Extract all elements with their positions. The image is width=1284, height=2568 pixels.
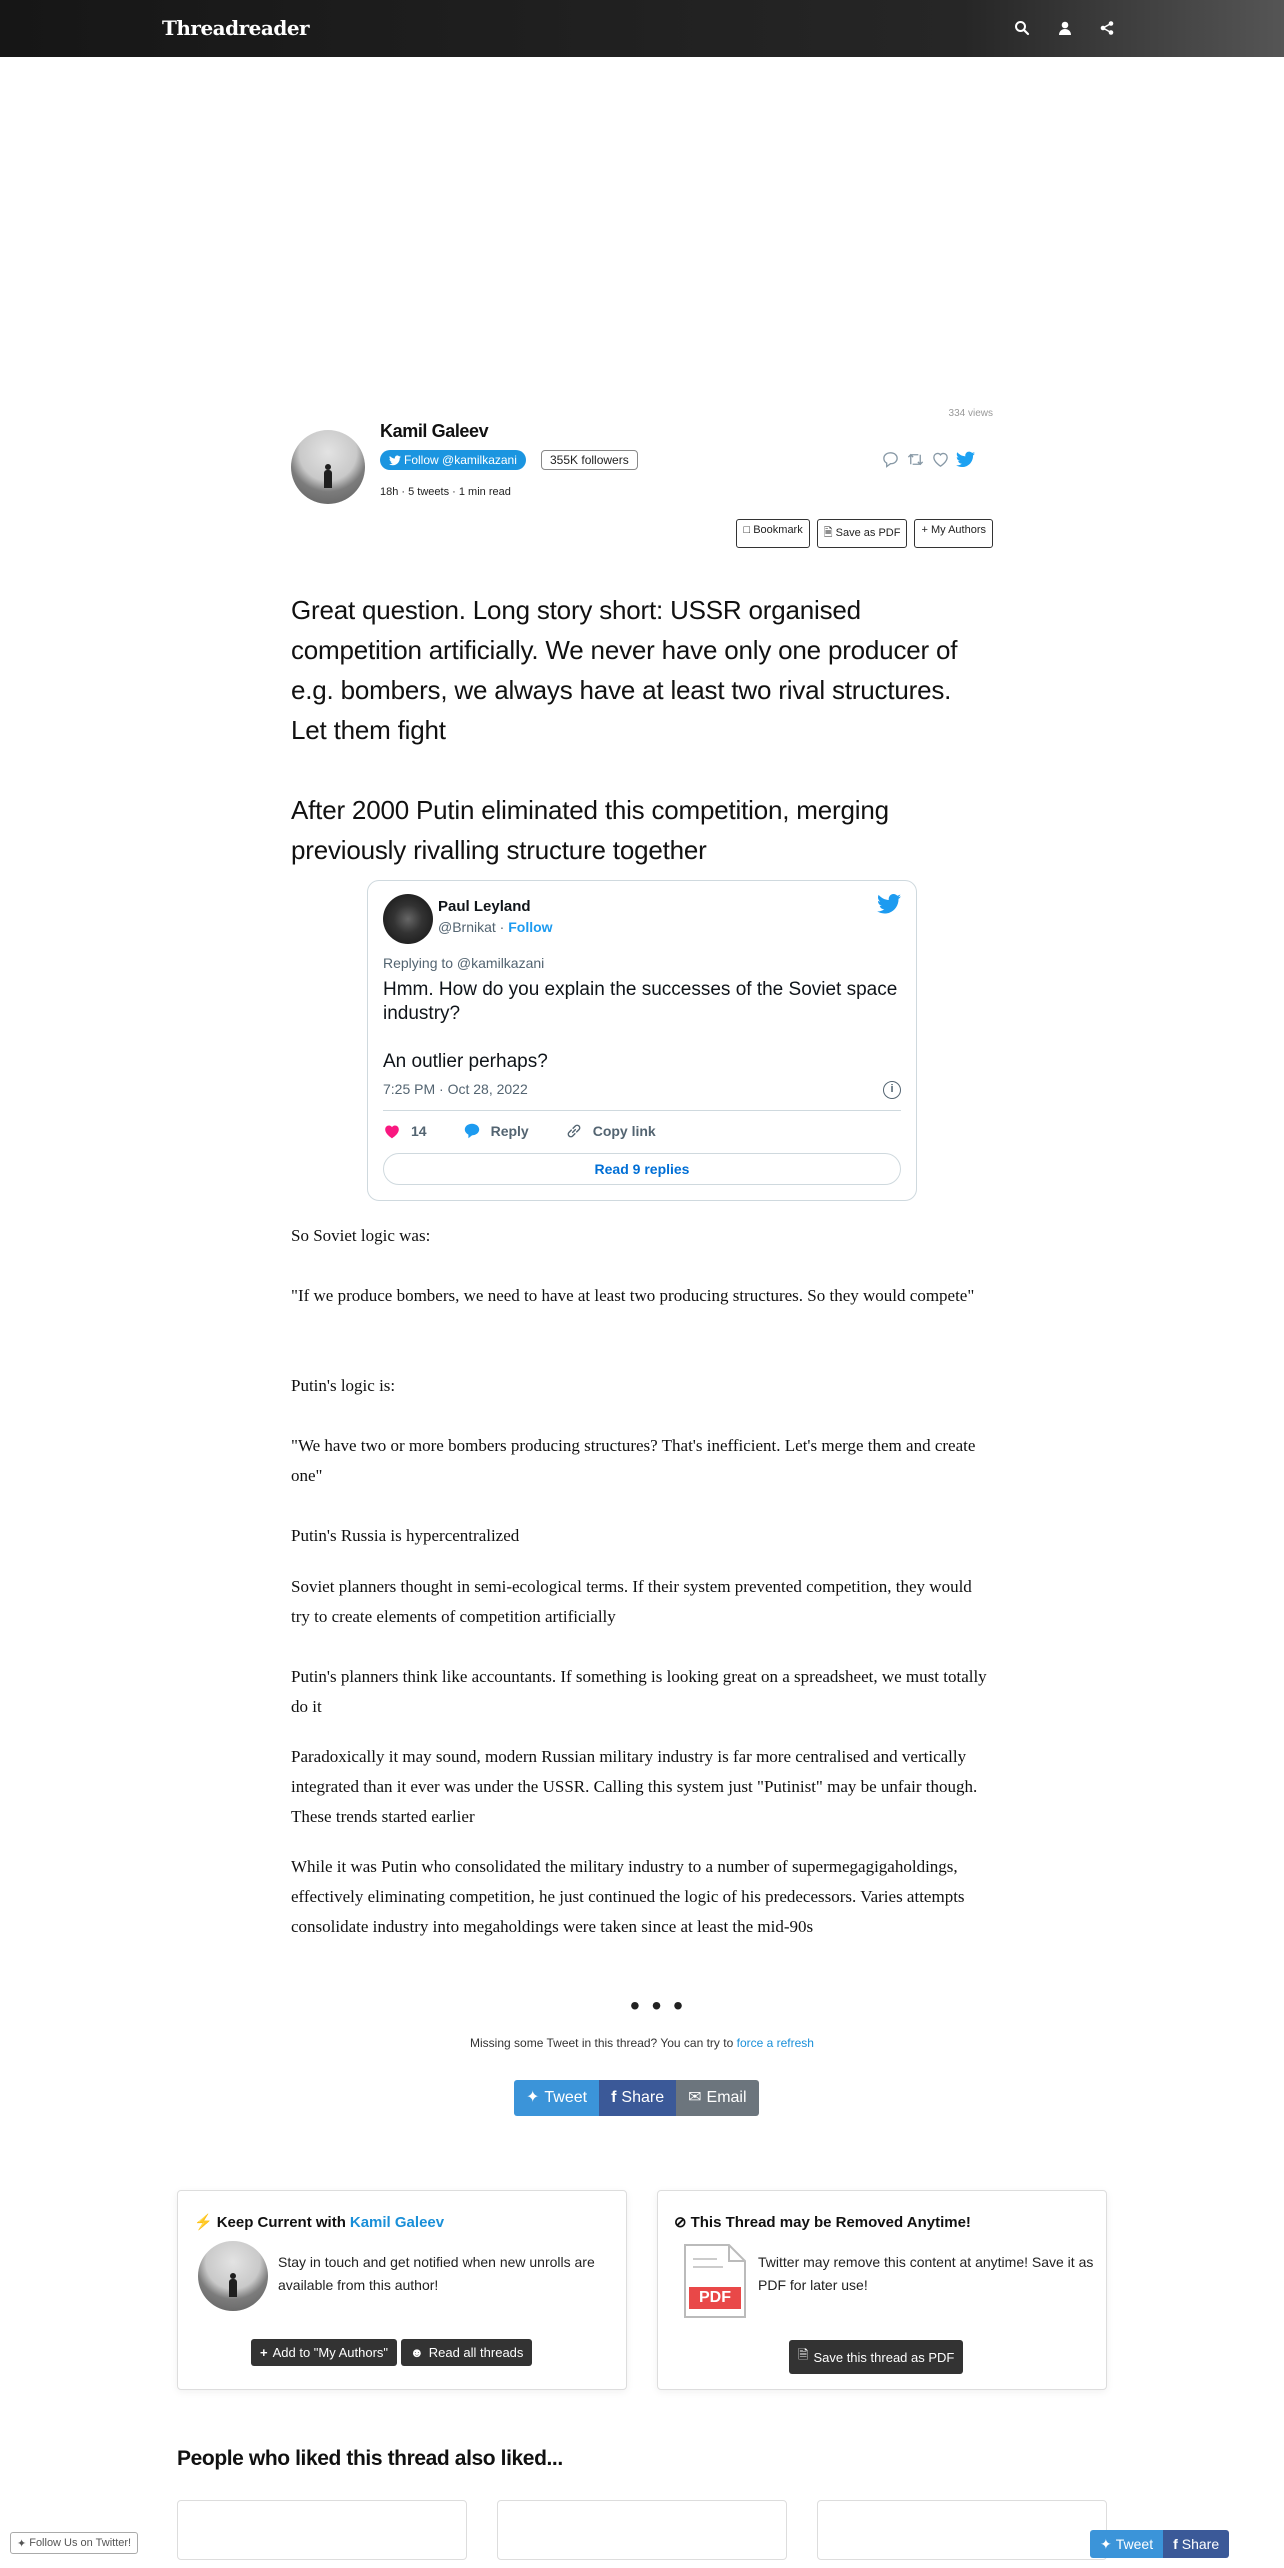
embed-replying-to[interactable]: Replying to @kamilkazani — [383, 955, 545, 971]
follow-button[interactable] — [380, 450, 526, 470]
removed-warning-title-text: This Thread may be Removed Anytime! — [690, 2213, 971, 2231]
reply-bubble-icon — [463, 1122, 481, 1140]
add-to-my-authors-label: Add to "My Authors" — [272, 2345, 389, 2360]
embed-text-line-1: Hmm. How do you explain the successes of the Soviet space industry? — [383, 979, 898, 1024]
embed-text-line-2: An outlier perhaps? — [383, 1051, 548, 1072]
retweet-icon[interactable] — [906, 450, 926, 470]
bolt-icon: ⚡ — [194, 2214, 213, 2231]
share-email-button[interactable] — [676, 2080, 758, 2116]
share-icon[interactable] — [1097, 18, 1117, 38]
twitter-icon: ✦ — [17, 2537, 27, 2550]
ban-icon: ⊘ — [674, 2214, 687, 2231]
file-icon: 🗎 — [823, 527, 833, 539]
embed-like[interactable] — [383, 1123, 427, 1140]
tweet-text-5: Putin's logic is: — [291, 1376, 396, 1395]
thread-meta: 18h · 5 tweets · 1 min read — [380, 486, 511, 498]
read-all-threads-label: Read all threads — [428, 2345, 524, 2360]
search-icon[interactable] — [1012, 18, 1032, 38]
card-author-avatar[interactable] — [198, 2241, 268, 2311]
tweet-actions — [881, 450, 976, 470]
user-icon: ☻ — [410, 2345, 424, 2360]
share-facebook-button[interactable] — [599, 2080, 676, 2116]
keep-current-card — [177, 2190, 627, 2390]
tweet-text-8: Soviet planners thought in semi-ecological terms. If their system prevented competition, they would try to create elements of competition artificially — [291, 1577, 972, 1626]
missing-text: Missing some Tweet in this thread? You can try to — [470, 2036, 737, 2050]
tweet-text-9: Putin's planners think like accountants. If something is looking great on a spreadsheet, we must totally do it — [291, 1667, 987, 1716]
info-icon[interactable]: i — [883, 1081, 901, 1099]
related-thread-card[interactable] — [177, 2500, 467, 2560]
author-block — [291, 408, 993, 548]
embedded-tweet[interactable] — [367, 880, 917, 1201]
embed-actions — [383, 1122, 656, 1140]
keep-current-author-link[interactable]: Kamil Galeev — [349, 2213, 445, 2231]
bookmark-button[interactable] — [736, 519, 809, 548]
thread-end-dots: • • • — [630, 1990, 685, 2021]
reply-icon[interactable] — [881, 450, 901, 470]
share-email-label: Email — [706, 2089, 747, 2106]
footer-tweet-button[interactable] — [1090, 2530, 1163, 2558]
facebook-icon: f — [1173, 2536, 1178, 2552]
footer-share-label: Share — [1181, 2536, 1220, 2552]
views-count: 334 views — [948, 408, 993, 419]
related-threads-list — [177, 2500, 1107, 2560]
pdf-file-icon — [683, 2243, 747, 2319]
follow-button-label: Follow @kamilkazani — [404, 453, 517, 467]
tweet-text-10: Paradoxically it may sound, modern Russian military industry is far more centralised and vertically integrated than it ever was under the USSR. Calling this system just "Putinist" may be unfair though. These trends started earlier — [291, 1747, 978, 1826]
removed-warning-card — [657, 2190, 1107, 2390]
like-icon[interactable] — [931, 450, 951, 470]
tweet-text-7: Putin's Russia is hypercentralized — [291, 1526, 520, 1545]
embed-follow-link[interactable]: Follow — [508, 919, 553, 935]
share-tweet-label: Tweet — [544, 2089, 588, 2106]
footer-share-button[interactable] — [1163, 2530, 1229, 2558]
my-authors-button[interactable] — [914, 519, 993, 548]
share-tweet-button[interactable] — [514, 2080, 599, 2116]
related-threads-heading: People who liked this thread also liked... — [177, 2447, 563, 2470]
tweet-text-6: "We have two or more bombers producing structures? That's inefficient. Let's merge them and create one" — [291, 1436, 976, 1485]
brand-logo[interactable]: Threadreader — [162, 16, 310, 40]
embed-divider — [383, 1110, 901, 1111]
thread-content — [291, 590, 993, 870]
my-authors-label: My Authors — [930, 524, 986, 536]
force-refresh-link[interactable]: force a refresh — [736, 2036, 814, 2050]
keep-current-prefix: Keep Current with — [216, 2213, 346, 2231]
tweet-text-1: Great question. Long story short: USSR organised competition artificially. We never have only one producer of e.g. bombers, we always have at least two rival structures. Let them fight — [291, 595, 958, 745]
keep-current-text: Stay in touch and get notified when new unrolls are available from this author! — [278, 2254, 595, 2293]
file-icon: 🗎 — [798, 2347, 809, 2362]
embed-timestamp[interactable]: 7:25 PM · Oct 28, 2022 — [383, 1081, 528, 1097]
thread-tools — [736, 519, 993, 548]
embed-handle-row — [438, 919, 553, 935]
twitter-bird-icon[interactable] — [956, 450, 976, 470]
user-icon[interactable] — [1055, 18, 1075, 38]
embed-like-count: 14 — [411, 1123, 427, 1139]
facebook-icon: f — [611, 2089, 617, 2106]
embed-separator: · — [495, 919, 509, 935]
embed-copy-link[interactable] — [565, 1122, 656, 1140]
removed-warning-text: Twitter may remove this content at anytime! Save it as PDF for later use! — [758, 2254, 1094, 2293]
follow-us-button[interactable] — [10, 2532, 138, 2554]
top-navbar — [0, 0, 1284, 57]
bookmark-label: Bookmark — [753, 524, 803, 536]
embed-handle[interactable]: @Brnikat — [438, 919, 496, 935]
envelope-icon: ✉ — [688, 2089, 702, 2106]
twitter-bird-icon[interactable] — [877, 894, 901, 919]
read-all-threads-button[interactable] — [401, 2339, 532, 2366]
embed-text — [383, 978, 898, 1074]
twitter-icon: ✦ — [526, 2089, 540, 2106]
save-thread-pdf-label: Save this thread as PDF — [813, 2349, 955, 2365]
share-facebook-label: Share — [621, 2089, 665, 2106]
twitter-icon: ✦ — [1100, 2536, 1112, 2552]
removed-warning-title — [674, 2213, 971, 2231]
footer-share-buttons — [1090, 2530, 1229, 2558]
related-thread-card[interactable] — [497, 2500, 787, 2560]
share-buttons — [514, 2080, 759, 2116]
embed-reply-label: Reply — [490, 1123, 529, 1139]
embed-author-name[interactable]: Paul Leyland — [438, 898, 531, 915]
footer-tweet-label: Tweet — [1115, 2536, 1154, 2552]
tweet-text-11: While it was Putin who consolidated the military industry to a number of supermegagigaholdings, effectively eliminating competition, he just continued the logic of his predecessors. Varies attempts consolidate industry into megaholdings were taken since at least the mid-90s — [291, 1857, 965, 1936]
read-replies-button[interactable]: Read 9 replies — [383, 1153, 901, 1185]
tweet-text-2: After 2000 Putin eliminated this competition, merging previously rivalling structure together — [291, 795, 889, 865]
save-pdf-button[interactable] — [817, 519, 908, 548]
pdf-label: PDF — [699, 2289, 731, 2306]
keep-current-title — [194, 2213, 444, 2231]
add-to-my-authors-button[interactable] — [251, 2339, 397, 2366]
twitter-bird-icon — [389, 455, 401, 466]
author-name[interactable]: Kamil Galeev — [380, 421, 489, 441]
embed-avatar[interactable] — [383, 894, 433, 944]
tweet-text-3: So Soviet logic was: — [291, 1226, 431, 1245]
author-avatar[interactable] — [291, 430, 365, 504]
tweet-text-4: "If we produce bombers, we need to have at least two producing structures. So they would compete" — [291, 1286, 975, 1305]
link-icon — [565, 1122, 583, 1140]
plus-icon: + — [260, 2345, 268, 2360]
related-thread-card[interactable] — [817, 2500, 1107, 2560]
plus-icon: + — [921, 524, 928, 536]
heart-icon — [383, 1123, 401, 1140]
followers-badge: 355K followers — [541, 450, 638, 470]
embed-reply[interactable] — [463, 1122, 529, 1140]
missing-tweet-notice — [0, 2036, 1284, 2050]
follow-us-label: Follow Us on Twitter! — [29, 2537, 132, 2549]
save-pdf-label: Save as PDF — [835, 527, 901, 539]
embed-copy-label: Copy link — [592, 1123, 656, 1139]
bookmark-icon: □ — [743, 524, 751, 536]
save-thread-pdf-button[interactable] — [789, 2340, 963, 2374]
